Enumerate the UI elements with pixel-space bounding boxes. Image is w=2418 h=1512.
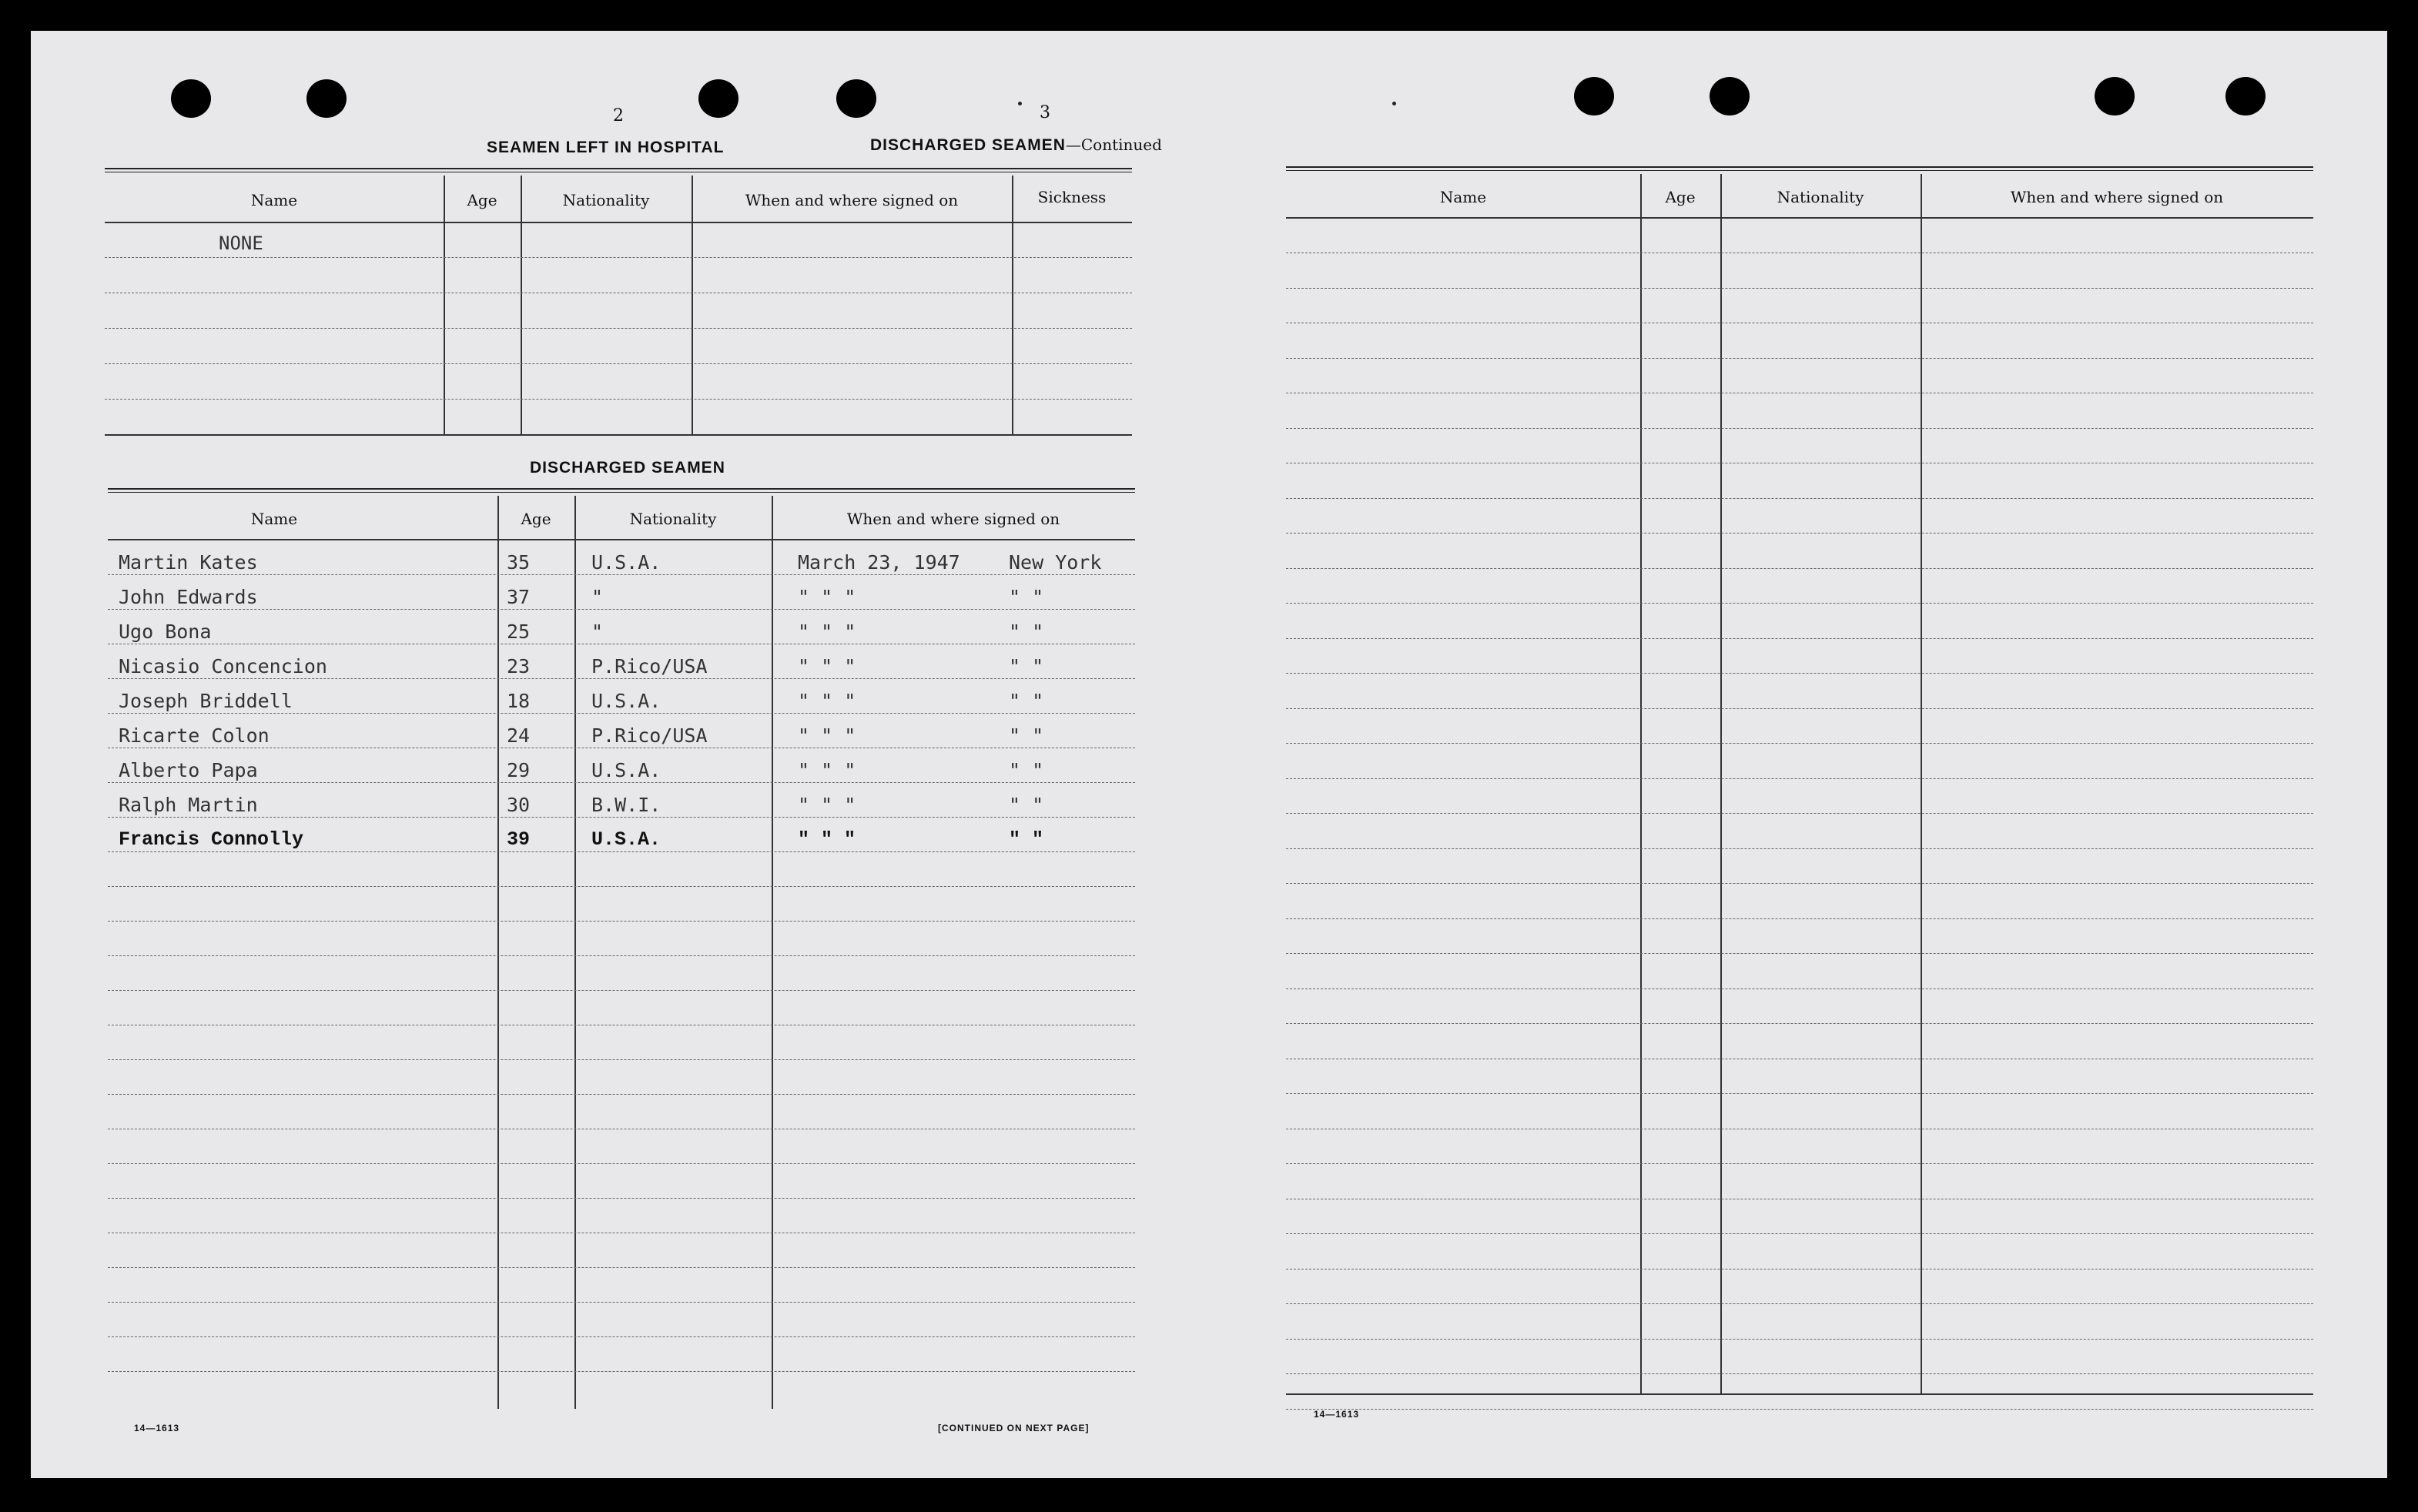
cell-signed: " " " [798, 586, 856, 608]
cell-name: Ricarte Colon [119, 724, 270, 747]
punch-hole [171, 79, 211, 118]
cell-place: " " [1009, 621, 1044, 643]
hospital-header-age: Age [467, 191, 497, 209]
punch-hole [2095, 77, 2135, 115]
right-header-name: Name [1439, 188, 1487, 206]
cell-nationality: P.Rico/USA [591, 724, 708, 747]
row-rule [108, 678, 1135, 679]
cell-signed: March 23, 1947 [798, 551, 960, 574]
row-rule [108, 921, 1135, 922]
row-rule [108, 574, 1135, 575]
row-rule [108, 609, 1135, 610]
row-rule [1286, 1339, 2313, 1340]
discharged-continued-table [1286, 166, 2313, 1401]
cell-place: " " [1009, 724, 1044, 747]
cell-signed: " " " [798, 724, 856, 747]
row-rule [108, 886, 1135, 887]
row-rule [108, 955, 1135, 956]
right-header-signed-on: When and where signed on [2010, 188, 2224, 206]
cell-place: " " [1009, 828, 1044, 851]
row-rule [1286, 1373, 2313, 1374]
row-rule [1286, 988, 2313, 989]
cell-name: Ralph Martin [119, 794, 258, 816]
discharged-section-title: DISCHARGED SEAMEN [530, 459, 725, 477]
row-rule [1286, 953, 2313, 954]
row-rule [108, 782, 1135, 783]
row-rule [1286, 673, 2313, 674]
cell-signed: " " " [798, 794, 856, 816]
row-rule [1286, 533, 2313, 534]
cell-age: 39 [507, 828, 531, 851]
row-rule [108, 990, 1135, 991]
row-rule [1286, 358, 2313, 359]
row-rule [108, 1059, 1135, 1060]
cell-name: Martin Kates [119, 551, 258, 574]
cell-place: " " [1009, 690, 1044, 712]
cell-name: Joseph Briddell [119, 690, 293, 712]
cell-name: Nicasio Concencion [119, 655, 327, 677]
cell-nationality: " [591, 621, 604, 643]
row-rule [108, 713, 1135, 714]
cell-nationality: U.S.A. [591, 551, 661, 574]
page-number-right: 3 [1040, 103, 1050, 122]
row-rule [1286, 288, 2313, 289]
discharged-header-nationality: Nationality [629, 510, 717, 528]
row-rule [108, 1302, 1135, 1303]
cell-nationality: U.S.A. [591, 759, 661, 781]
cell-place: " " [1009, 655, 1044, 677]
page-number-left: 2 [613, 106, 624, 125]
cell-age: 24 [507, 724, 531, 747]
hospital-entry-none: NONE [219, 232, 263, 254]
hospital-section-title: SEAMEN LEFT IN HOSPITAL [487, 139, 725, 156]
cell-place: " " [1009, 759, 1044, 781]
cell-age: 37 [507, 586, 531, 608]
cell-signed: " " " [798, 690, 856, 712]
discharged-header-name: Name [250, 510, 298, 528]
hospital-header-name: Name [250, 191, 298, 209]
cell-signed: " " " [798, 759, 856, 781]
cell-name: Ugo Bona [119, 621, 212, 643]
row-rule [1286, 638, 2313, 639]
row-rule [108, 1163, 1135, 1164]
right-header-nationality: Nationality [1777, 188, 1864, 206]
cell-signed: " " " [798, 655, 856, 677]
document-sheet [31, 31, 2387, 1478]
row-rule [1286, 1093, 2313, 1094]
cell-nationality: " [591, 586, 604, 608]
discharged-continued-title [870, 135, 1162, 155]
cell-nationality: U.S.A. [591, 828, 661, 851]
right-header-age: Age [1665, 188, 1696, 206]
cell-age: 30 [507, 794, 531, 816]
row-rule [1286, 1163, 2313, 1164]
row-rule [108, 1198, 1135, 1199]
cell-signed: " " " [798, 621, 856, 643]
cell-name: Francis Connolly [119, 828, 304, 851]
row-rule [1286, 1023, 2313, 1024]
row-rule [1286, 603, 2313, 604]
cell-place: " " [1009, 586, 1044, 608]
hospital-header-nationality: Nationality [562, 191, 650, 209]
hospital-header-signed-on: When and where signed on [745, 191, 959, 209]
row-rule [108, 1371, 1135, 1372]
discharged-continued-title-main: DISCHARGED SEAMEN [870, 136, 1066, 154]
row-rule [1286, 428, 2313, 429]
cell-nationality: U.S.A. [591, 690, 661, 712]
speck [1392, 102, 1396, 105]
row-rule [1286, 813, 2313, 814]
row-rule [1286, 883, 2313, 884]
row-rule [108, 1336, 1135, 1337]
cell-age: 18 [507, 690, 531, 712]
punch-hole [1574, 77, 1614, 115]
continued-note: [CONTINUED ON NEXT PAGE] [938, 1423, 1090, 1433]
cell-age: 25 [507, 621, 531, 643]
cell-age: 35 [507, 551, 531, 574]
hospital-header-sickness: Sickness [1037, 188, 1107, 206]
cell-name: John Edwards [119, 586, 258, 608]
row-rule [1286, 568, 2313, 569]
row-rule [1286, 848, 2313, 849]
row-rule [108, 1094, 1135, 1095]
cell-age: 23 [507, 655, 531, 677]
cell-nationality: B.W.I. [591, 794, 661, 816]
row-rule [1286, 918, 2313, 919]
row-rule [108, 851, 1135, 852]
cell-place: New York [1009, 551, 1102, 574]
punch-hole [698, 79, 738, 118]
row-rule [1286, 708, 2313, 709]
row-rule [1286, 1233, 2313, 1234]
cell-age: 29 [507, 759, 531, 781]
cell-signed: " " " [798, 828, 856, 851]
cell-name: Alberto Papa [119, 759, 258, 781]
punch-hole [2225, 77, 2266, 115]
punch-hole [836, 79, 876, 118]
row-rule [108, 1267, 1135, 1268]
form-number-right: 14—1613 [1314, 1409, 1360, 1420]
cell-place: " " [1009, 794, 1044, 816]
row-rule [108, 817, 1135, 818]
punch-hole [1710, 77, 1750, 115]
row-rule [1286, 778, 2313, 779]
discharged-header-age: Age [521, 510, 551, 528]
row-rule [1286, 743, 2313, 744]
discharged-table [108, 488, 1135, 1409]
speck [1018, 102, 1022, 105]
row-rule [1286, 1303, 2313, 1304]
cell-nationality: P.Rico/USA [591, 655, 708, 677]
continued-suffix: —Continued [1065, 135, 1162, 154]
row-rule [1286, 1409, 2313, 1410]
discharged-header-signed-on: When and where signed on [846, 510, 1060, 528]
hospital-table [105, 168, 1132, 440]
form-number-left: 14—1613 [134, 1423, 180, 1433]
punch-hole [306, 79, 347, 118]
row-rule [1286, 498, 2313, 499]
